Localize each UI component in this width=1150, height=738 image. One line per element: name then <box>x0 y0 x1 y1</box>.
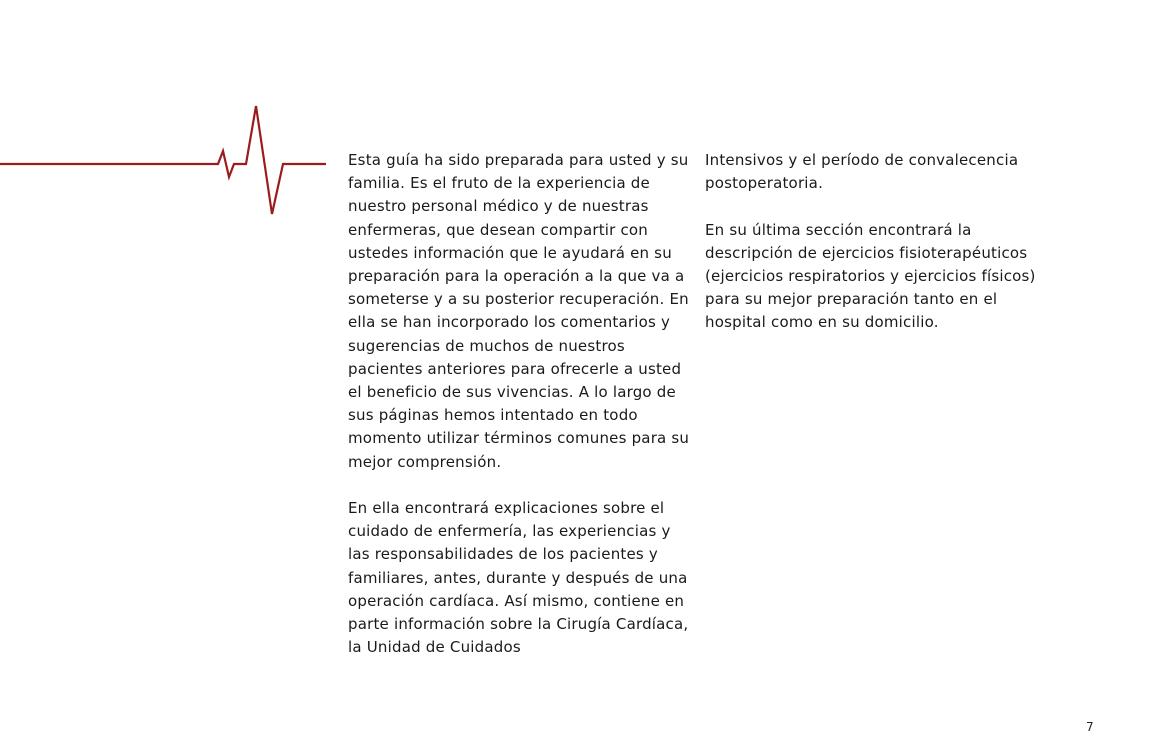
text-column-left <box>348 149 693 683</box>
heartbeat-line <box>0 106 326 214</box>
heartbeat-line-icon <box>0 100 330 220</box>
continuation-paragraph: Intensivos y el período de convalecencia postoperatoria. <box>705 151 1019 193</box>
content-paragraph: En ella encontrará explicaciones sobre el cuidado de enfermería, las experiencias y las responsabilidades de los pacientes y familiares, antes, durante y después de una operación cardíaca. Así mismo, contiene en parte información sobre la Cirugía Cardíaca, la Unidad de Cuidados <box>348 499 689 657</box>
text-column-right <box>705 149 1050 358</box>
intro-paragraph: Esta guía ha sido preparada para usted y su familia. Es el fruto de la experiencia de nuestro personal médico y de nuestras enfermeras, que desean compartir con ustedes información que le ayudará en su preparación para la operación a la que va a someterse y a su posterior recuperación. En ella se han incorporado los comentarios y sugerencias de muchos de nuestros pacientes anteriores para ofrecerle a usted el beneficio de sus vivencias. A lo largo de sus páginas hemos intentado en todo momento utilizar términos comunes para su mejor comprensión. <box>348 151 690 471</box>
exercises-paragraph: En su última sección encontrará la descripción de ejercicios fisioterapéuticos (ejercicios respiratorios y ejercicios físicos) para su mejor preparación tanto en el hospital como en su domicilio. <box>705 220 1036 332</box>
page-number: 7 <box>1086 720 1094 734</box>
